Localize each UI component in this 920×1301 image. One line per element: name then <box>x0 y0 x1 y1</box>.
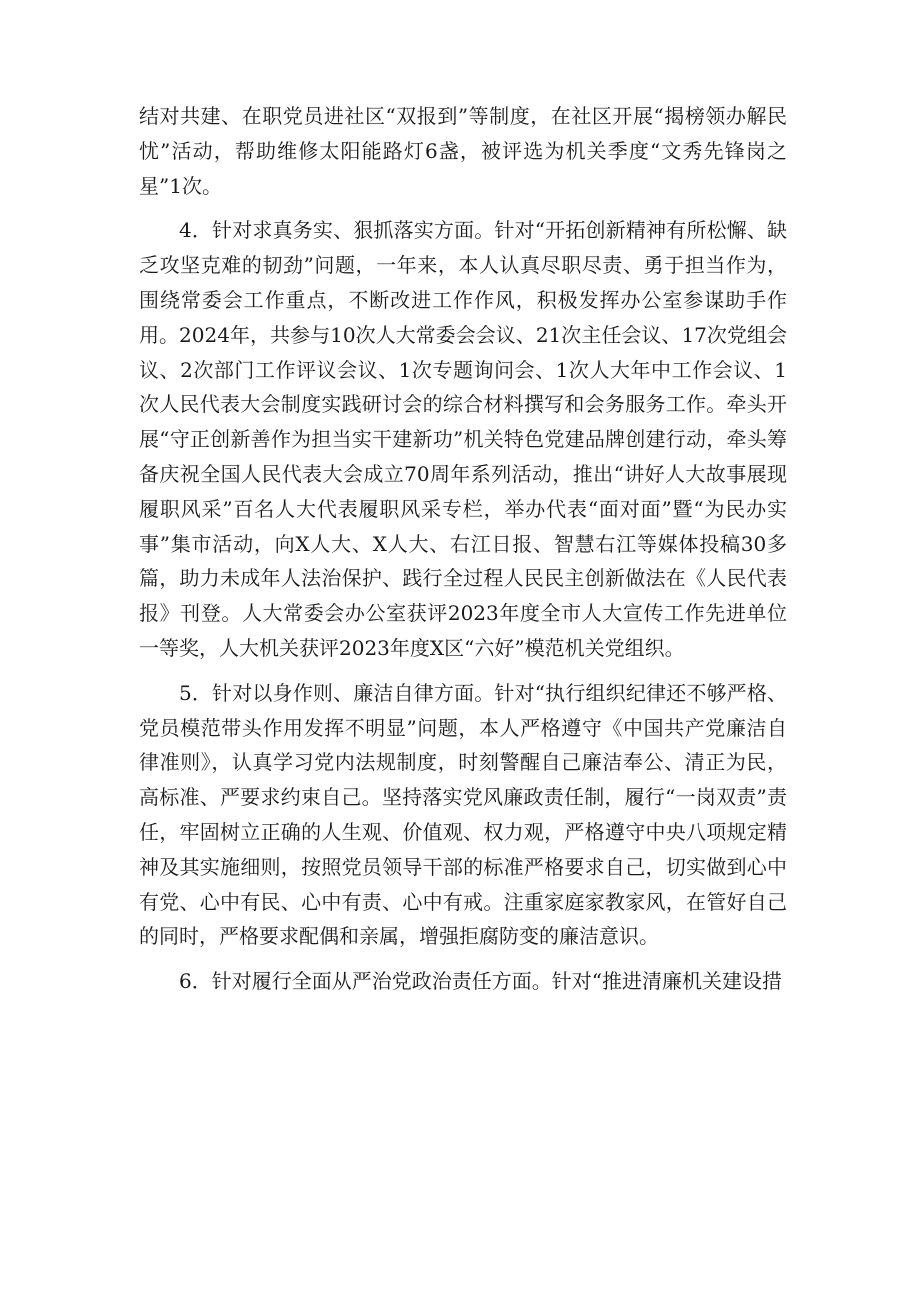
paragraph-item-6: 6．针对履行全面从严治党政治责任方面。针对“推进清廉机关建设措 <box>179 969 782 994</box>
document-body <box>139 99 787 999</box>
paragraph-item-5: 5．针对以身作则、廉洁自律方面。针对“执行组织纪律还不够严格、党员模范带头作用发挥不明显”问题，本人严格遵守《中国共产党廉洁自律准则》，认真学习党内法规制度，时刻警醒自己廉洁奉公、清正为民，高标准、严要求约束自己。坚持落实党风廉政责任制，履行“一岗双责”责任，牢固树立正确的人生观、价值观、权力观，严格遵守中央八项规定精神及其实施细则，按照党员领导干部的标准严格要求自己，切实做到心中有党、心中有民、心中有责、心中有戒。注重家庭家教家风，在管好自己的同时，严格要求配偶和亲属，增强拒腐防变的廉洁意识。 <box>139 680 787 949</box>
paragraph-continuation: 结对共建、在职党员进社区“双报到”等制度，在社区开展“揭榜领办解民忧”活动，帮助维修太阳能路灯6盏，被评选为机关季度“文秀先锋岗之星”1次。 <box>139 104 787 198</box>
paragraph-item-4: 4．针对求真务实、狠抓落实方面。针对“开拓创新精神有所松懈、缺乏攻坚克难的韧劲”问题，一年来，本人认真尽职尽责、勇于担当作为，围绕常委会工作重点，不断改进工作作风，积极发挥办公室参谋助手作用。2024年，共参与10次人大常委会会议、21次主任会议、17次党组会议、2次部门工作评议会议、1次专题询问会、1次人大年中工作会议、1次人民代表大会制度实践研讨会的综合材料撰写和会务服务工作。牵头开展“守正创新善作为担当实干建新功”机关特色党建品牌创建行动，牵头筹备庆祝全国人民代表大会成立70周年系列活动，推出“讲好人大故事展现履职风采”百名人大代表履职风采专栏，举办代表“面对面”暨“为民办实事”集市活动，向X人大、X人大、右江日报、智慧右江等媒体投稿30多篇，助力未成年人法治保护、践行全过程人民民主创新做法在《人民代表报》刊登。人大常委会办公室获评2023年度全市人大宣传工作先进单位一等奖，人大机关获评2023年度X区“六好”模范机关党组织。 <box>139 218 787 660</box>
